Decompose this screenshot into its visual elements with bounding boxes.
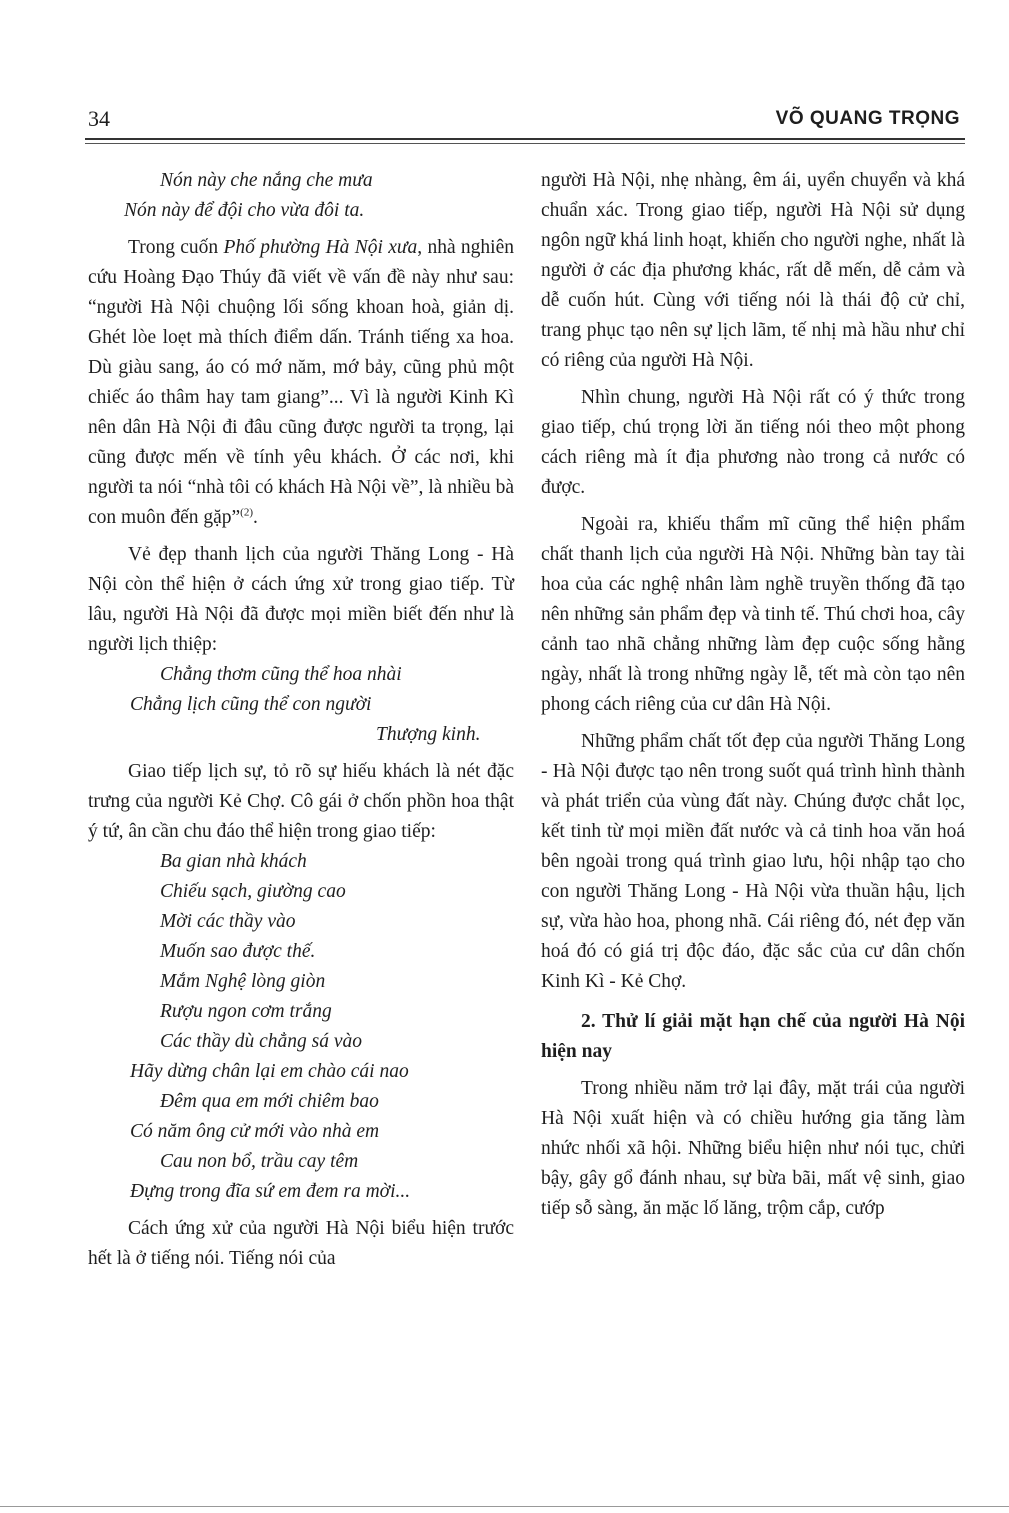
poem-line: Thượng kinh. — [376, 724, 481, 745]
poem-line: Cau non bổ, trầu cay têm — [160, 1151, 359, 1172]
paragraph: Giao tiếp lịch sự, tỏ rõ sự hiếu khách là nét đặc trưng của người Kẻ Chợ. Cô gái ở chốn phồn hoa thật ý tứ, ân cần chu đáo thể hiện trong giao tiếp: — [88, 761, 514, 842]
paragraph: Ngoài ra, khiếu thẩm mĩ cũng thể hiện phẩm chất thanh lịch của người Hà Nội. Những bàn tay tài hoa của các nghệ nhân làm nghề truyền thống đã tạo nên những sản phẩm đẹp và tinh tế. Thú chơi hoa, cây cảnh tao nhã chẳng những làm đẹp cuộc sống hằng ngày, nhất là trong những ngày lễ, tết mà còn tạo nên phong cách riêng của cư dân Hà Nội. — [541, 514, 965, 715]
paragraph — [88, 233, 514, 533]
poem-line: Ba gian nhà khách — [160, 851, 307, 872]
poem-line: Hãy dừng chân lại em chào cái nao — [130, 1061, 409, 1082]
paragraph: Những phẩm chất tốt đẹp của người Thăng Long - Hà Nội được tạo nên trong suốt quá trình hình thành và phát triển của vùng đất này. Chúng được chắt lọc, kết tinh từ mọi miền đất nước và cả tinh hoa văn hoá bên ngoài trong quá trình giao lưu, hội nhập tạo cho con người Thăng Long - Hà Nội vừa thuần hậu, lịch sự, vừa hào hoa, phong nhã. Cái riêng đó, nét đẹp văn hoá đó có giá trị độc đáo, đặc sắc của cư dân chốn Kinh Kì - Kẻ Chợ. — [541, 731, 965, 992]
book-title: Phố phường Hà Nội xưa — [223, 237, 418, 258]
header-rule-thin — [85, 143, 965, 144]
paragraph: người Hà Nội, nhẹ nhàng, êm ái, uyển chuyển và khá chuẩn xác. Trong giao tiếp, người Hà Nội sử dụng ngôn ngữ khá linh hoạt, khiến cho người nghe, nhất là người ở các địa phương khác, rất dễ mến, dễ cảm và dễ cuốn hút. Cùng với tiếng nói là thái độ cử chỉ, trang phục tạo nên sự lịch lãm, tế nhị mà hầu như chỉ có riêng của người Hà Nội. — [541, 170, 965, 371]
poem-line: Chẳng thơm cũng thể hoa nhài — [160, 664, 402, 685]
paragraph-text: Trong cuốn — [128, 237, 224, 258]
page-number: 34 — [88, 106, 110, 131]
poem-line: Mời các thầy vào — [160, 911, 296, 932]
paragraph: Nhìn chung, người Hà Nội rất có ý thức trong giao tiếp, chú trọng lời ăn tiếng nói theo một phong cách riêng mà ít địa phương nào trong cả nước có được. — [541, 387, 965, 498]
section-heading: 2. Thử lí giải mặt hạn chế của người Hà Nội hiện nay — [541, 1011, 965, 1062]
right-column — [541, 166, 965, 1224]
poem-line: Chiếu sạch, giường cao — [160, 881, 346, 902]
poem-line: Có năm ông cử mới vào nhà em — [130, 1121, 380, 1142]
poem-line: Nón này che nắng che mưa — [160, 170, 373, 191]
poem-line: Muốn sao được thế. — [160, 941, 316, 962]
poem-thuong-kinh — [88, 660, 514, 750]
poem-line: Chẳng lịch cũng thể con người — [130, 694, 372, 715]
poem-ba-gian — [88, 847, 514, 1207]
paragraph-text: . — [253, 507, 258, 528]
running-title: VÕ QUANG TRỌNG — [775, 108, 960, 129]
poem-line: Mắm Nghệ lòng giòn — [160, 971, 326, 992]
left-column — [88, 166, 514, 1274]
poem-line: Rượu ngon cơm trắng — [160, 1001, 332, 1022]
poem-line: Đêm qua em mới chiêm bao — [160, 1091, 379, 1112]
poem-non — [88, 166, 514, 226]
page-header — [88, 106, 960, 138]
poem-line: Nón này để đội cho vừa đôi ta. — [124, 200, 365, 221]
paragraph-text: , nhà nghiên cứu Hoàng Đạo Thúy đã viết về vấn đề này như sau: “người Hà Nội chuộng lối sống khoan hoà, giản dị. Ghét lòe loẹt mà thích điểm dấn. Tránh tiếng xa hoa. Dù giàu sang, áo có mớ năm, mớ bảy, cũng phủ một chiếc áo thâm hay tam giang”... Vì là người Kinh Kì nên dân Hà Nội đi đâu cũng được người ta trọng, lại cũng được mến về tính yêu khách. Ở các nơi, khi người ta nói “nhà tôi có khách Hà Nội về”, là nhiều bà con muôn đến gặp” — [88, 237, 514, 528]
paragraph: Vẻ đẹp thanh lịch của người Thăng Long - Hà Nội còn thể hiện ở cách ứng xử trong giao tiếp. Từ lâu, người Hà Nội đã được mọi miền biết đến như là người lịch thiệp: — [88, 544, 514, 655]
paragraph: Trong nhiều năm trở lại đây, mặt trái của người Hà Nội xuất hiện và có chiều hướng gia tăng làm nhức nhối xã hội. Những biểu hiện như nói tục, chửi bậy, gây gổ đánh nhau, sự bừa bãi, mất vệ sinh, giao tiếp sỗ sàng, ăn mặc lố lăng, trộm cắp, cướp — [541, 1078, 965, 1219]
header-rule-thick — [85, 138, 965, 140]
scan-edge-line — [0, 1506, 1009, 1507]
poem-line: Đựng trong đĩa sứ em đem ra mời... — [130, 1181, 411, 1202]
paragraph: Cách ứng xử của người Hà Nội biểu hiện trước hết là ở tiếng nói. Tiếng nói của — [88, 1218, 514, 1269]
footnote-marker: (2) — [240, 506, 253, 519]
poem-line: Các thầy dù chẳng sá vào — [160, 1031, 363, 1052]
